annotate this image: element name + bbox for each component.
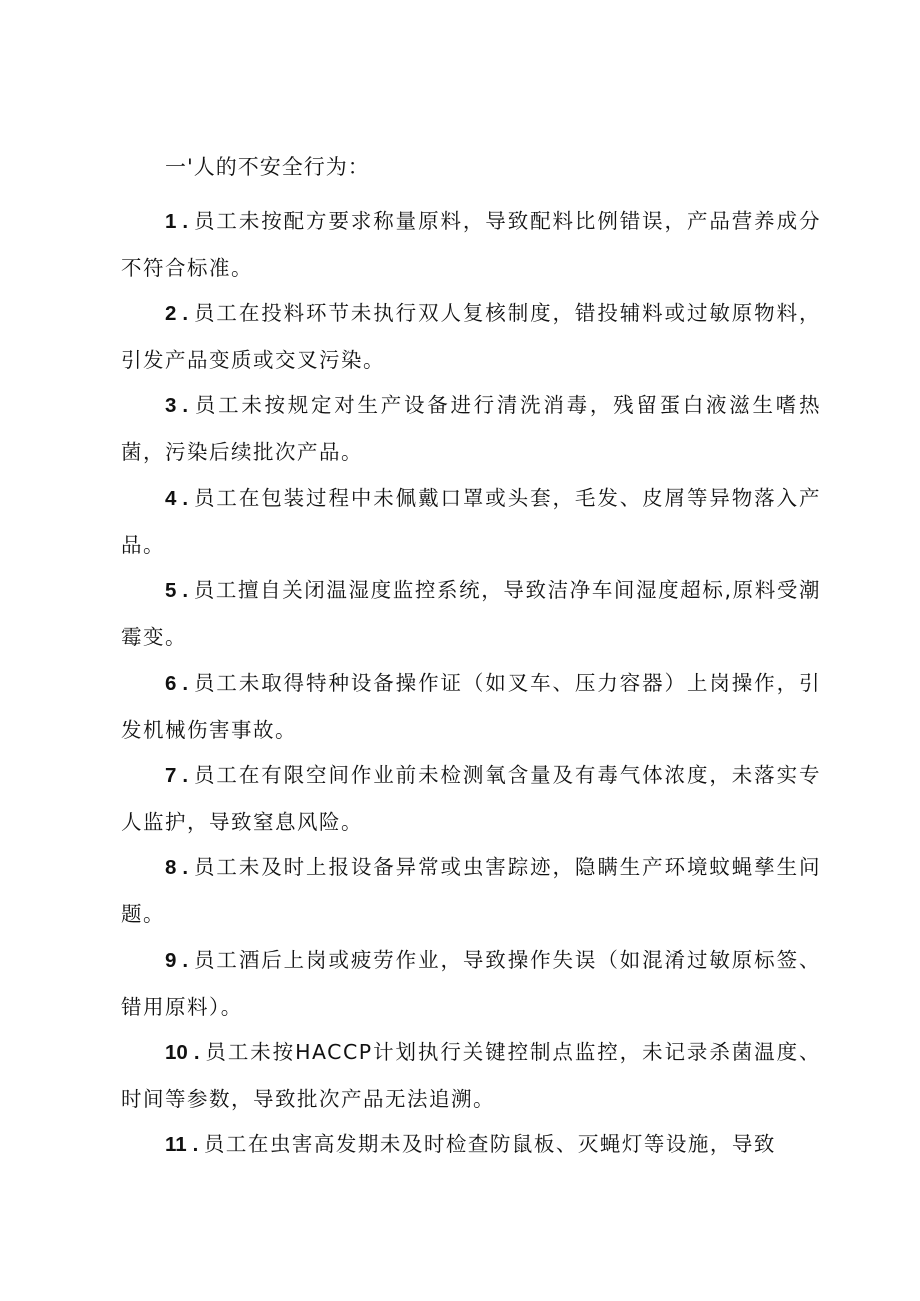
list-item-10: [121, 1029, 821, 1122]
item-text: 员工在有限空间作业前未检测氧含量及有毒气体浓度，未落实专人监护，导致窒息风险。: [121, 763, 821, 834]
list-item-3: [121, 382, 821, 475]
item-separator: .: [182, 302, 190, 325]
item-text: 员工未按配方要求称量原料，导致配料比例错误，产品营养成分不符合标准。: [121, 209, 821, 280]
list-item-5: [121, 567, 821, 660]
item-number: 3: [165, 394, 177, 417]
item-number: 1: [165, 210, 177, 233]
item-number: 7: [165, 764, 177, 787]
list-item-4: [121, 475, 821, 568]
item-text: 员工未按HACCP计划执行关键控制点监控，未记录杀菌温度、时间等参数，导致批次产品无法追溯。: [121, 1040, 821, 1111]
list-item-11: [121, 1121, 821, 1168]
item-number: 2: [165, 302, 177, 325]
list-item-8: [121, 844, 821, 937]
item-text: 员工未按规定对生产设备进行清洗消毒，残留蛋白液滋生嗜热菌，污染后续批次产品。: [121, 393, 821, 464]
item-separator: .: [182, 764, 190, 787]
item-text: 员工擅自关闭温湿度监控系统，导致洁净车间湿度超标,原料受潮霉变。: [121, 578, 821, 649]
item-number: 4: [165, 487, 177, 510]
item-separator: .: [192, 1133, 200, 1156]
section-title: 一'人的不安全行为：: [165, 155, 370, 179]
item-number: 10: [165, 1041, 188, 1064]
item-separator: .: [182, 487, 190, 510]
item-separator: .: [182, 949, 190, 972]
list-item-6: [121, 660, 821, 753]
list-item-7: [121, 752, 821, 845]
item-number: 9: [165, 949, 177, 972]
item-separator: .: [182, 394, 190, 417]
item-text: 员工未及时上报设备异常或虫害踪迹，隐瞒生产环境蚊蝇孳生问题。: [121, 855, 821, 926]
item-separator: .: [182, 210, 190, 233]
item-separator: .: [182, 856, 190, 879]
item-number: 11: [165, 1133, 187, 1156]
item-text: 员工未取得特种设备操作证（如叉车、压力容器）上岗操作，引发机械伤害事故。: [121, 671, 821, 742]
item-text: 员工在虫害高发期未及时检查防鼠板、灭蝇灯等设施，导致: [203, 1132, 776, 1156]
item-number: 8: [165, 856, 177, 879]
item-text: 员工在包装过程中未佩戴口罩或头套，毛发、皮屑等异物落入产品。: [121, 486, 821, 557]
item-separator: .: [182, 579, 190, 602]
item-number: 6: [165, 672, 177, 695]
item-number: 5: [165, 579, 177, 602]
list-item-2: [121, 290, 821, 383]
list-item-1: [121, 198, 821, 291]
item-separator: .: [193, 1041, 202, 1064]
list-item-9: [121, 937, 821, 1030]
item-text: 员工酒后上岗或疲劳作业，导致操作失误（如混淆过敏原标签、错用原料）。: [121, 948, 821, 1019]
item-separator: .: [182, 672, 190, 695]
item-text: 员工在投料环节未执行双人复核制度，错投辅料或过敏原物料，引发产品变质或交叉污染。: [121, 301, 821, 372]
